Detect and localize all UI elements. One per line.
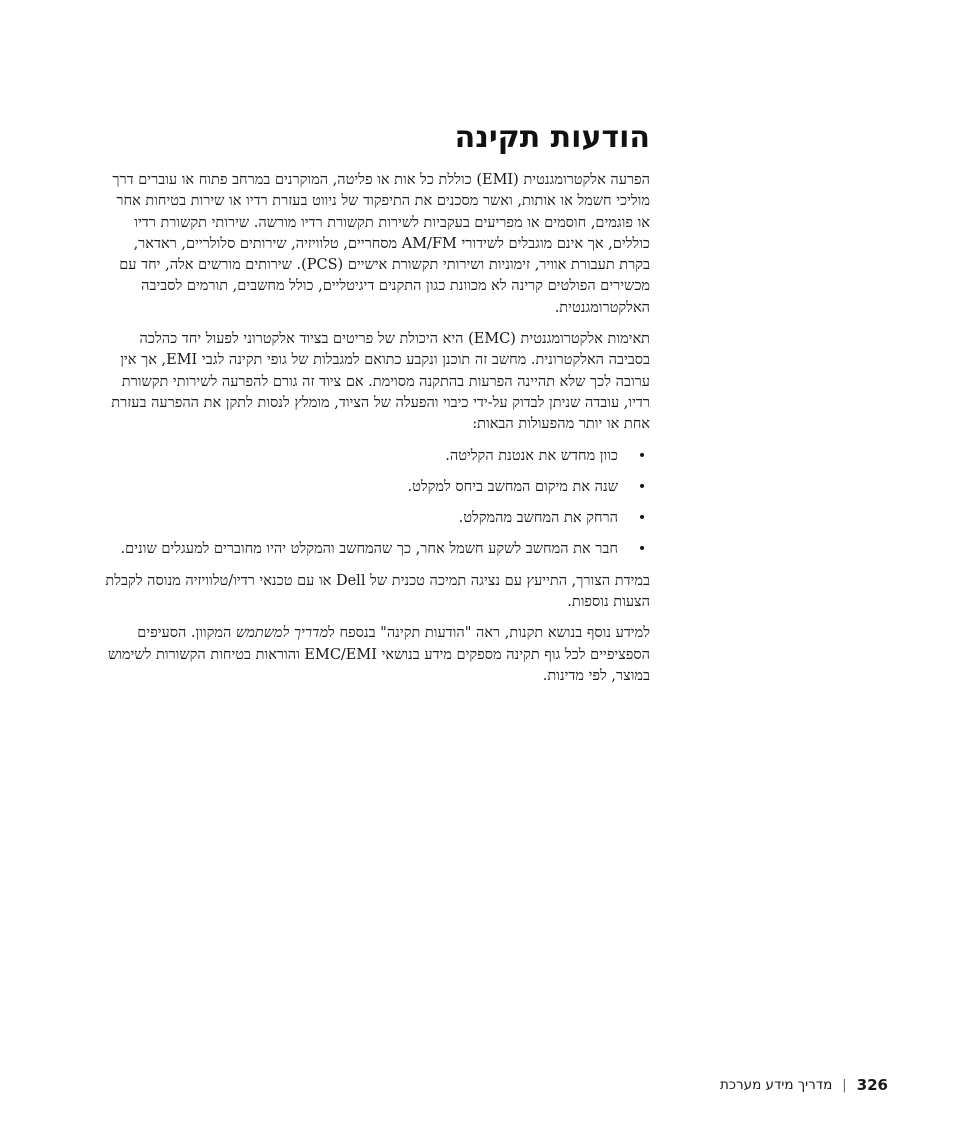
list-item-text: שנה את מיקום המחשב ביחס למקלט. (407, 478, 618, 495)
more-info-text-end: המקוון. הסעיפים הספציפיים לכל גוף תקינה מספקים מידע בנושאי EMC/EMI והוראות בטיחות הקשורות לשימוש במוצר, לפי מדינות. (107, 625, 650, 684)
page-title: הודעות תקינה (454, 120, 650, 155)
paragraph-emc: תאימות אלקטרומגנטית (EMC) היא היכולת של פריטים בציוד אלקטרוני לפעול יחד כהלכה בסביבה האלקטרונית. מחשב זה תוכנן ונקבע כתואם למגבלות של גופי תקינה לגבי EMI, אך אין ערובה לכך שלא תהיינה הפרעות בהתקנה מסוימת. אם ציוד זה גורם להפרעה לשירותי תקשורת רדיו, עובדה שניתן לבדוק על-ידי כיבוי והפעלה של הציוד, מומלץ לנסות לתקן את ההפרעה בעזרת אחת או יותר מהפעולות הבאות: (111, 331, 650, 433)
page-footer (720, 1076, 888, 1094)
list-item (100, 446, 650, 467)
paragraph-emi: הפרעה אלקטרומגנטית (EMI) כוללת כל אות או פליטה, המוקרנים במרחב פתוח או עוברים דרך מוליכי חשמל או אותות, ואשר מסכנים את התיפקוד של ניווט בעזרת רדיו או שירות בטיחות אחר או פוגמים, חוסמים או מפריעים בעקביות לשירות תקשורת רדיו מורשה. שירותי תקשורת רדיו כוללים, אך אינם מוגבלים לשידורי AM/FM מסחריים, טלוויזיה, שירותים סלולריים, ראדאר, בקרת תעבורת אוויר, זימוניות ושירותי תקשורת אישיים (PCS). שירותים מורשים אלה, יחד עם מכשירים הפולטים קרינה לא מכוונת כגון התקנים דיגיטליים, כולל מחשבים, תורמים לסביבה האלקטרומגנטית. (112, 172, 650, 316)
remedy-list (100, 446, 650, 561)
list-item (100, 539, 650, 560)
footer-separator: | (842, 1077, 847, 1093)
list-item-text: כוון מחדש את אנטנת הקליטה. (445, 447, 618, 464)
paragraph-support: במידת הצורך, התייעץ עם נציגה תמיכה טכנית של Dell או עם טכנאי רדיו/טלוויזיה מנוסה לקבלת הצעות נוספות. (105, 572, 650, 611)
list-item-text: חבר את המחשב לשקע חשמל אחר, כך שהמחשב והמקלט יהיו מחוברים למעגלים שונים. (120, 541, 618, 558)
user-guide-reference: מדריך למשתמש (235, 625, 329, 642)
page-number: 326 (856, 1076, 888, 1094)
paragraph-more-info (100, 623, 650, 687)
list-item (100, 477, 650, 498)
guide-name: מדריך מידע מערכת (720, 1077, 833, 1093)
bullet-icon: • (637, 510, 647, 527)
bullet-icon: • (637, 541, 647, 558)
main-content (100, 118, 650, 697)
list-item-text: הרחק את המחשב מהמקלט. (458, 510, 618, 527)
bullet-icon: • (637, 478, 647, 495)
more-info-text-start: למידע נוסף בנושא תקנות, ראה "הודעות תקינה" בנספח ל (328, 625, 650, 642)
bullet-icon: • (637, 447, 647, 464)
list-item (100, 508, 650, 529)
